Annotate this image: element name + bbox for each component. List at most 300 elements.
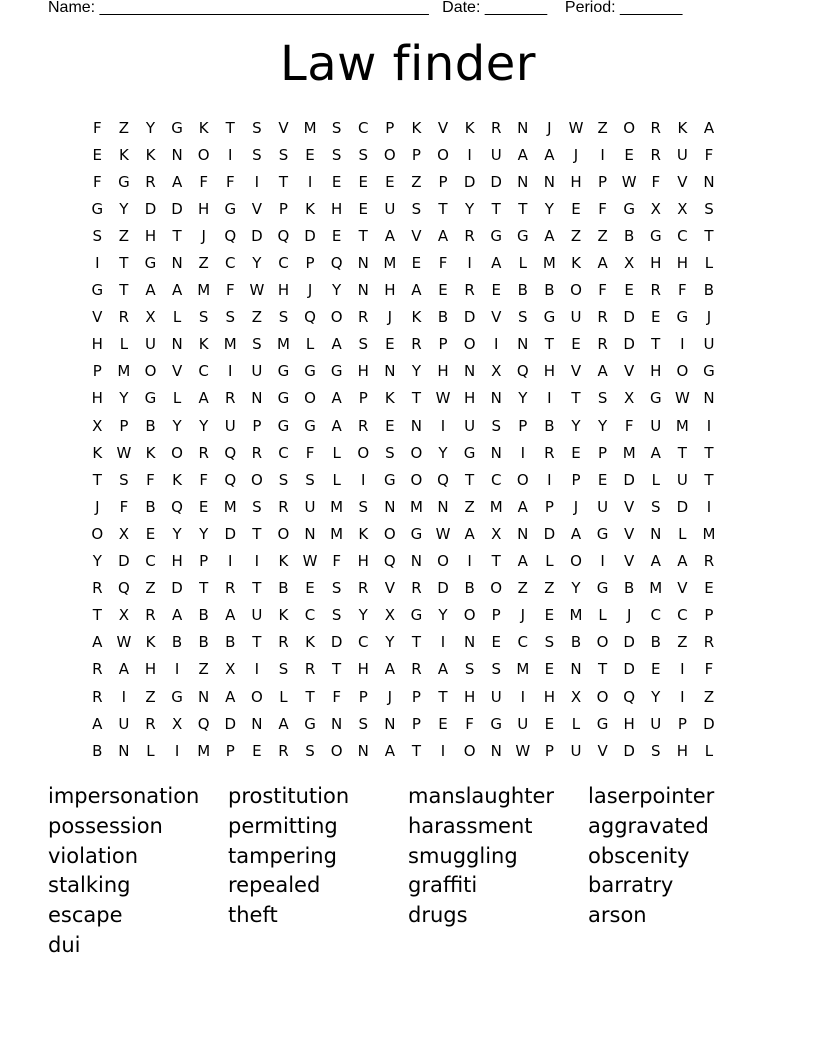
grid-letter: R xyxy=(358,579,369,598)
grid-letter: R xyxy=(544,443,555,462)
grid-letter: Z xyxy=(118,118,130,137)
grid-letter: B xyxy=(544,281,555,300)
grid-letter: Q xyxy=(171,497,183,516)
grid-letter: N xyxy=(171,254,183,273)
word-bank-item: theft xyxy=(228,903,278,928)
grid-row xyxy=(84,602,722,629)
grid-letter: B xyxy=(278,579,289,598)
grid-letter: R xyxy=(597,308,608,327)
word-bank-item: violation xyxy=(48,843,139,868)
grid-letter: N xyxy=(171,335,183,354)
grid-row xyxy=(84,493,722,520)
grid-letter: V xyxy=(570,362,582,381)
grid-letter: N xyxy=(357,281,369,300)
grid-letter: G xyxy=(224,199,237,218)
grid-letter: B xyxy=(225,633,236,652)
grid-letter: O xyxy=(171,443,183,462)
grid-letter: R xyxy=(650,145,661,164)
grid-letter: I xyxy=(467,552,472,571)
grid-letter: T xyxy=(199,579,209,598)
grid-letter: D xyxy=(224,714,237,733)
grid-letter: T xyxy=(465,470,475,489)
grid-letter: A xyxy=(225,606,236,625)
grid-letter: W xyxy=(302,552,318,571)
grid-letter: P xyxy=(119,416,129,435)
grid-letter: J xyxy=(95,497,100,516)
grid-letter: A xyxy=(464,524,475,543)
grid-letter: T xyxy=(704,470,714,489)
grid-letter: K xyxy=(118,145,129,164)
grid-letter: Z xyxy=(570,226,582,245)
grid-letter: N xyxy=(410,552,423,571)
grid-letter: A xyxy=(677,552,688,571)
grid-letter: I xyxy=(174,741,180,760)
grid-letter: B xyxy=(703,281,715,300)
grid-letter: N xyxy=(650,524,662,543)
grid-letter: G xyxy=(596,524,609,543)
grid-letter: G xyxy=(623,199,635,218)
grid-letter: U xyxy=(464,416,476,435)
grid-letter: O xyxy=(330,308,343,327)
grid-letter: Q xyxy=(224,226,237,245)
grid-letter: E xyxy=(331,226,342,245)
grid-letter: A xyxy=(171,281,183,300)
grid-letter: Y xyxy=(332,281,342,300)
grid-letter: E xyxy=(331,172,342,191)
grid-letter: A xyxy=(331,389,342,408)
grid-letter: A xyxy=(171,606,183,625)
grid-letter: T xyxy=(119,281,129,300)
grid-letter: Z xyxy=(118,226,130,245)
grid-letter: Y xyxy=(252,254,262,273)
grid-letter: N xyxy=(437,497,449,516)
grid-letter: U xyxy=(570,741,582,760)
grid-letter: C xyxy=(225,254,236,273)
grid-letter: K xyxy=(145,633,156,652)
grid-letter: O xyxy=(250,687,263,706)
grid-letter: P xyxy=(598,443,608,462)
grid-letter: E xyxy=(358,199,368,218)
grid-row xyxy=(84,656,722,683)
grid-letter: J xyxy=(547,118,552,137)
grid-letter: Q xyxy=(304,308,316,327)
grid-row xyxy=(84,168,722,195)
grid-letter: Z xyxy=(198,660,209,679)
grid-letter: C xyxy=(278,443,289,462)
grid-letter: W xyxy=(116,443,132,462)
grid-letter: A xyxy=(92,633,103,652)
grid-letter: B xyxy=(145,497,156,516)
grid-letter: C xyxy=(490,470,502,489)
grid-letter: H xyxy=(277,281,290,300)
grid-letter: D xyxy=(118,552,130,571)
word-bank-item: tampering xyxy=(228,843,337,868)
grid-letter: H xyxy=(91,335,103,354)
grid-letter: K xyxy=(278,552,289,571)
grid-letter: F xyxy=(651,172,661,191)
grid-letter: K xyxy=(571,254,581,273)
grid-letter: J xyxy=(626,606,632,625)
grid-letter: N xyxy=(490,389,502,408)
grid-letter: J xyxy=(201,226,206,245)
grid-letter: O xyxy=(197,145,210,164)
grid-letter: Y xyxy=(119,389,129,408)
grid-letter: O xyxy=(596,687,609,706)
grid-letter: G xyxy=(410,606,423,625)
grid-letter: W xyxy=(249,281,265,300)
grid-row xyxy=(84,683,722,710)
grid-letter: A xyxy=(544,226,555,245)
grid-letter: B xyxy=(145,416,156,435)
grid-row xyxy=(84,331,722,358)
grid-letter: R xyxy=(464,226,475,245)
grid-letter: E xyxy=(571,199,581,218)
grid-letter: Y xyxy=(571,579,581,598)
grid-letter: I xyxy=(254,660,260,679)
grid-letter: A xyxy=(118,660,130,679)
grid-letter: E xyxy=(624,145,634,164)
grid-letter: N xyxy=(490,443,502,462)
grid-letter: A xyxy=(331,335,342,354)
grid-letter: C xyxy=(517,633,529,652)
grid-letter: A xyxy=(437,226,449,245)
grid-letter: I xyxy=(254,552,260,571)
grid-letter: I xyxy=(228,362,233,381)
grid-letter: A xyxy=(278,714,289,733)
grid-letter: T xyxy=(597,660,608,679)
grid-letter: L xyxy=(651,470,660,489)
grid-letter: P xyxy=(438,335,448,354)
word-search-grid xyxy=(84,114,722,764)
grid-letter: U xyxy=(676,470,688,489)
grid-letter: A xyxy=(517,145,528,164)
grid-letter: I xyxy=(680,335,685,354)
grid-letter: O xyxy=(463,335,476,354)
grid-letter: D xyxy=(437,579,449,598)
grid-letter: K xyxy=(198,335,209,354)
grid-letter: D xyxy=(463,172,476,191)
grid-letter: P xyxy=(252,416,262,435)
grid-letter: U xyxy=(118,714,130,733)
grid-letter: V xyxy=(384,579,395,598)
grid-letter: S xyxy=(544,633,555,652)
grid-letter: U xyxy=(251,606,263,625)
grid-letter: N xyxy=(384,497,396,516)
grid-letter: F xyxy=(624,416,634,435)
grid-letter: D xyxy=(171,199,183,218)
grid-letter: C xyxy=(357,118,369,137)
grid-letter: F xyxy=(92,172,102,191)
grid-letter: O xyxy=(676,362,689,381)
grid-letter: N xyxy=(517,524,529,543)
word-bank-item: stalking xyxy=(48,873,131,898)
grid-letter: P xyxy=(438,172,448,191)
grid-letter: N xyxy=(410,416,423,435)
grid-row xyxy=(84,141,722,168)
grid-letter: H xyxy=(357,362,369,381)
grid-letter: I xyxy=(440,741,446,760)
grid-letter: K xyxy=(384,389,395,408)
grid-letter: D xyxy=(623,633,635,652)
grid-letter: S xyxy=(278,308,289,327)
grid-letter: B xyxy=(570,633,582,652)
grid-letter: M xyxy=(276,335,290,354)
grid-letter: Q xyxy=(330,254,343,273)
grid-letter: R xyxy=(411,335,422,354)
grid-letter: Y xyxy=(199,416,209,435)
grid-letter: F xyxy=(92,118,102,137)
grid-letter: D xyxy=(463,308,476,327)
grid-letter: O xyxy=(330,741,343,760)
grid-letter: Y xyxy=(438,443,448,462)
grid-letter: F xyxy=(704,660,714,679)
word-bank-item: impersonation xyxy=(48,784,200,808)
grid-letter: R xyxy=(464,281,475,300)
grid-letter: H xyxy=(543,687,556,706)
grid-letter: K xyxy=(305,633,315,652)
grid-letter: S xyxy=(278,145,289,164)
grid-letter: R xyxy=(358,308,369,327)
grid-letter: M xyxy=(702,524,716,543)
grid-letter: M xyxy=(516,660,530,679)
grid-letter: M xyxy=(330,524,344,543)
grid-letter: O xyxy=(410,470,423,489)
grid-letter: N xyxy=(517,335,529,354)
grid-letter: F xyxy=(704,145,714,164)
grid-letter: O xyxy=(91,524,104,543)
grid-letter: G xyxy=(490,714,503,733)
grid-letter: I xyxy=(600,552,605,571)
grid-letter: L xyxy=(119,335,129,354)
grid-letter: X xyxy=(118,606,130,625)
grid-letter: O xyxy=(410,443,423,462)
grid-letter: I xyxy=(547,389,552,408)
grid-letter: P xyxy=(358,389,368,408)
grid-letter: E xyxy=(438,281,448,300)
grid-letter: D xyxy=(623,660,635,679)
grid-letter: S xyxy=(651,497,661,516)
grid-letter: G xyxy=(171,687,183,706)
word-bank-item: prostitution xyxy=(228,784,350,808)
grid-letter: K xyxy=(145,145,156,164)
grid-letter: S xyxy=(331,145,342,164)
grid-letter: B xyxy=(198,633,209,652)
grid-letter: Y xyxy=(119,199,129,218)
grid-letter: P xyxy=(278,199,288,218)
grid-letter: D xyxy=(304,226,316,245)
grid-letter: S xyxy=(331,579,342,598)
grid-letter: C xyxy=(650,606,661,625)
grid-letter: H xyxy=(570,172,582,191)
grid-letter: S xyxy=(704,199,714,218)
grid-letter: V xyxy=(171,362,183,381)
grid-letter: S xyxy=(358,145,368,164)
grid-letter: L xyxy=(571,714,581,733)
grid-letter: O xyxy=(516,470,529,489)
grid-letter: Y xyxy=(358,606,368,625)
grid-letter: E xyxy=(385,172,395,191)
grid-letter: L xyxy=(332,443,341,462)
grid-letter: T xyxy=(92,606,102,625)
grid-letter: G xyxy=(171,118,183,137)
grid-letter: U xyxy=(490,687,502,706)
grid-letter: Y xyxy=(651,687,661,706)
grid-letter: W xyxy=(621,172,637,191)
grid-letter: A xyxy=(544,145,555,164)
grid-letter: J xyxy=(307,281,313,300)
grid-letter: V xyxy=(624,497,635,516)
grid-letter: M xyxy=(622,443,636,462)
grid-letter: H xyxy=(198,199,210,218)
grid-letter: J xyxy=(387,308,393,327)
grid-letter: G xyxy=(144,389,157,408)
grid-letter: E xyxy=(704,579,714,598)
grid-letter: R xyxy=(198,443,209,462)
grid-letter: S xyxy=(252,497,262,516)
grid-letter: D xyxy=(251,226,263,245)
grid-letter: W xyxy=(674,389,690,408)
grid-letter: G xyxy=(649,389,662,408)
grid-letter: T xyxy=(411,389,421,408)
grid-letter: X xyxy=(171,714,183,733)
grid-letter: L xyxy=(704,741,714,760)
grid-letter: P xyxy=(411,145,421,164)
grid-letter: N xyxy=(357,741,369,760)
grid-letter: F xyxy=(199,172,208,191)
grid-letter: G xyxy=(304,362,316,381)
grid-letter: L xyxy=(332,470,341,489)
grid-letter: U xyxy=(650,416,662,435)
grid-letter: Z xyxy=(597,226,608,245)
grid-letter: A xyxy=(650,443,661,462)
grid-letter: T xyxy=(332,660,342,679)
grid-letter: A xyxy=(384,741,395,760)
grid-letter: D xyxy=(224,524,237,543)
grid-letter: H xyxy=(437,362,449,381)
grid-letter: L xyxy=(146,741,155,760)
grid-letter: G xyxy=(676,308,689,327)
word-bank-item: manslaughter xyxy=(408,784,555,808)
word-bank-item: dui xyxy=(48,932,81,957)
grid-letter: E xyxy=(411,254,422,273)
grid-letter: G xyxy=(410,524,423,543)
grid-letter: F xyxy=(225,172,235,191)
grid-letter: V xyxy=(624,552,635,571)
grid-letter: M xyxy=(383,254,397,273)
grid-letter: Y xyxy=(145,118,156,137)
grid-letter: P xyxy=(358,687,368,706)
grid-letter: Y xyxy=(544,199,554,218)
grid-letter: F xyxy=(678,281,687,300)
grid-letter: K xyxy=(278,606,289,625)
grid-letter: E xyxy=(597,470,608,489)
grid-letter: N xyxy=(331,714,343,733)
grid-letter: R xyxy=(278,741,289,760)
grid-letter: E xyxy=(544,660,555,679)
grid-letter: F xyxy=(305,443,315,462)
grid-letter: V xyxy=(624,362,635,381)
grid-letter: W xyxy=(435,524,451,543)
grid-letter: A xyxy=(597,254,608,273)
grid-letter: H xyxy=(357,552,369,571)
grid-letter: D xyxy=(144,199,157,218)
grid-letter: I xyxy=(706,416,712,435)
grid-letter: Z xyxy=(145,687,156,706)
grid-letter: R xyxy=(304,660,316,679)
grid-letter: Z xyxy=(198,254,209,273)
grid-letter: T xyxy=(252,524,262,543)
grid-letter: I xyxy=(174,660,180,679)
grid-letter: N xyxy=(118,741,130,760)
grid-letter: M xyxy=(223,335,237,354)
grid-letter: V xyxy=(677,172,688,191)
grid-letter: R xyxy=(411,579,422,598)
grid-letter: A xyxy=(517,497,528,516)
grid-letter: H xyxy=(357,660,369,679)
grid-letter: B xyxy=(198,606,209,625)
word-bank xyxy=(48,782,768,961)
grid-letter: L xyxy=(598,606,607,625)
grid-letter: O xyxy=(437,552,449,571)
grid-letter: T xyxy=(411,741,421,760)
grid-letter: E xyxy=(491,281,501,300)
grid-letter: E xyxy=(385,416,395,435)
grid-letter: N xyxy=(463,362,476,381)
grid-letter: U xyxy=(703,335,715,354)
grid-letter: T xyxy=(172,226,182,245)
grid-letter: A xyxy=(331,416,342,435)
grid-letter: T xyxy=(252,579,262,598)
grid-letter: A xyxy=(92,714,103,733)
grid-letter: I xyxy=(254,172,260,191)
grid-letter: J xyxy=(573,497,579,516)
grid-letter: M xyxy=(489,497,503,516)
grid-letter: L xyxy=(172,308,182,327)
grid-letter: N xyxy=(251,714,263,733)
grid-letter: O xyxy=(490,579,503,598)
grid-row xyxy=(84,575,722,602)
grid-letter: R xyxy=(411,660,422,679)
grid-letter: E xyxy=(145,524,156,543)
grid-letter: G xyxy=(490,226,503,245)
grid-letter: G xyxy=(330,362,343,381)
grid-letter: Y xyxy=(465,199,475,218)
grid-row xyxy=(84,737,722,764)
grid-letter: B xyxy=(517,281,528,300)
grid-letter: P xyxy=(518,416,528,435)
grid-letter: R xyxy=(145,714,156,733)
grid-letter: S xyxy=(331,118,342,137)
word-bank-item: repealed xyxy=(228,873,321,898)
grid-letter: V xyxy=(411,226,422,245)
grid-letter: Y xyxy=(438,606,448,625)
grid-letter: X xyxy=(92,416,103,435)
grid-letter: S xyxy=(651,741,661,760)
word-bank-item: aggravated xyxy=(588,813,709,838)
grid-letter: G xyxy=(144,254,157,273)
grid-letter: Z xyxy=(677,633,688,652)
grid-letter: S xyxy=(305,741,315,760)
grid-letter: P xyxy=(92,362,102,381)
grid-letter: C xyxy=(145,552,156,571)
grid-row xyxy=(84,304,722,331)
grid-letter: X xyxy=(491,524,502,543)
grid-letter: U xyxy=(304,497,316,516)
grid-letter: K xyxy=(92,443,103,462)
grid-letter: R xyxy=(278,633,289,652)
grid-letter: M xyxy=(569,606,583,625)
grid-letter: X xyxy=(570,687,582,706)
